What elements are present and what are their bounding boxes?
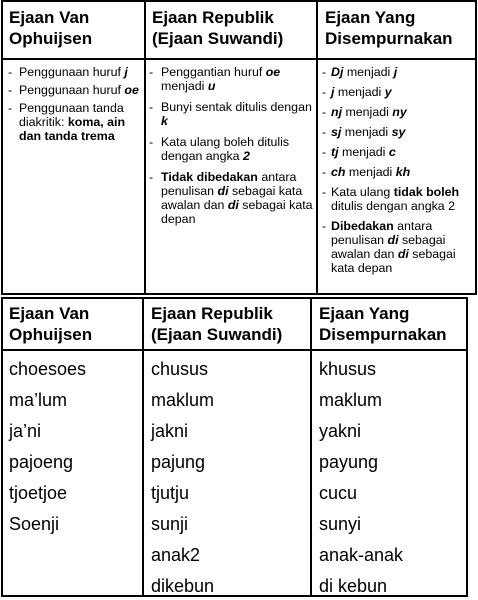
spelling-rules-table bbox=[1, 0, 477, 295]
rule-item: - tj menjadi c bbox=[318, 145, 475, 159]
rules-column-ejaan-republik bbox=[146, 60, 318, 293]
rule-item: - Tidak dibedakan antara penulisan di sebagai kata awalan dan di sebagai kata depan bbox=[146, 170, 316, 226]
example-word: ja’ni bbox=[9, 421, 42, 441]
header-van-ophuijsen: Ejaan Van Ophuijsen bbox=[3, 2, 146, 58]
example-word: di kebun bbox=[319, 576, 388, 596]
header-ejaan-republik: Ejaan Republik (Ejaan Suwandi) bbox=[146, 2, 318, 58]
examples-column-van-ophuijsen bbox=[3, 351, 144, 595]
example-word: khusus bbox=[319, 359, 377, 379]
rules-table-header bbox=[3, 2, 475, 60]
rule-item: - ch menjadi kh bbox=[318, 165, 475, 179]
example-word: chusus bbox=[151, 359, 209, 379]
example-word: pajung bbox=[151, 452, 206, 472]
rule-item: - sj menjadi sy bbox=[318, 125, 475, 139]
example-word: maklum bbox=[319, 390, 383, 410]
example-word: dikebun bbox=[151, 576, 215, 596]
example-word: ma’lum bbox=[9, 390, 68, 410]
header-ejaan-yang-disempurnakan: Ejaan Yang Disempurnakan bbox=[325, 8, 453, 48]
example-word: maklum bbox=[151, 390, 215, 410]
example-word: anak-anak bbox=[319, 545, 404, 565]
example-word: sunyi bbox=[319, 514, 362, 534]
spelling-examples-table bbox=[1, 297, 468, 597]
rule-item: - j menjadi y bbox=[318, 85, 475, 99]
example-word: Soenji bbox=[9, 514, 60, 534]
rule-item: - Penggunaan huruf oe bbox=[3, 83, 144, 97]
example-word: jakni bbox=[151, 421, 189, 441]
example-word: sunji bbox=[151, 514, 189, 534]
example-word: payung bbox=[319, 452, 379, 472]
example-word: anak2 bbox=[151, 545, 201, 565]
rule-item: - Dj menjadi j bbox=[318, 65, 475, 79]
rule-item: - Bunyi sentak ditulis dengan k bbox=[146, 100, 316, 128]
example-word: cucu bbox=[319, 483, 358, 503]
rules-column-van-ophuijsen bbox=[3, 60, 146, 293]
rule-item: - Penggantian huruf oe menjadi u bbox=[146, 65, 316, 93]
rule-item: - Penggunaan tanda diakritik: koma, ain dan tanda trema bbox=[3, 101, 144, 143]
header-ejaan-yang-disempurnakan: Ejaan Yang Disempurnakan bbox=[319, 304, 447, 344]
example-word: pajoeng bbox=[9, 452, 74, 472]
example-word: tjutju bbox=[151, 483, 190, 503]
examples-table-header bbox=[3, 299, 466, 351]
rule-item: - Dibedakan antara penulisan di sebagai awalan dan di sebagai kata depan bbox=[318, 219, 475, 275]
header-van-ophuijsen: Ejaan Van Ophuijsen bbox=[3, 299, 144, 349]
examples-column-ejaan-yang-disempurnakan bbox=[312, 351, 466, 595]
example-word: choesoes bbox=[9, 359, 87, 379]
example-word: tjoetjoe bbox=[9, 483, 68, 503]
rule-item: - Kata ulang boleh ditulis dengan angka 2 bbox=[146, 135, 316, 163]
examples-column-ejaan-republik bbox=[144, 351, 312, 595]
rules-table-body bbox=[3, 60, 475, 293]
examples-table-body bbox=[3, 351, 466, 595]
rule-item: - Penggunaan huruf j bbox=[3, 65, 144, 79]
rule-item: - Kata ulang tidak boleh ditulis dengan angka 2 bbox=[318, 185, 475, 213]
example-word: yakni bbox=[319, 421, 362, 441]
rules-column-ejaan-yang-disempurnakan bbox=[318, 60, 475, 293]
rule-item: - nj menjadi ny bbox=[318, 105, 475, 119]
header-ejaan-republik: Ejaan Republik (Ejaan Suwandi) bbox=[144, 299, 312, 349]
